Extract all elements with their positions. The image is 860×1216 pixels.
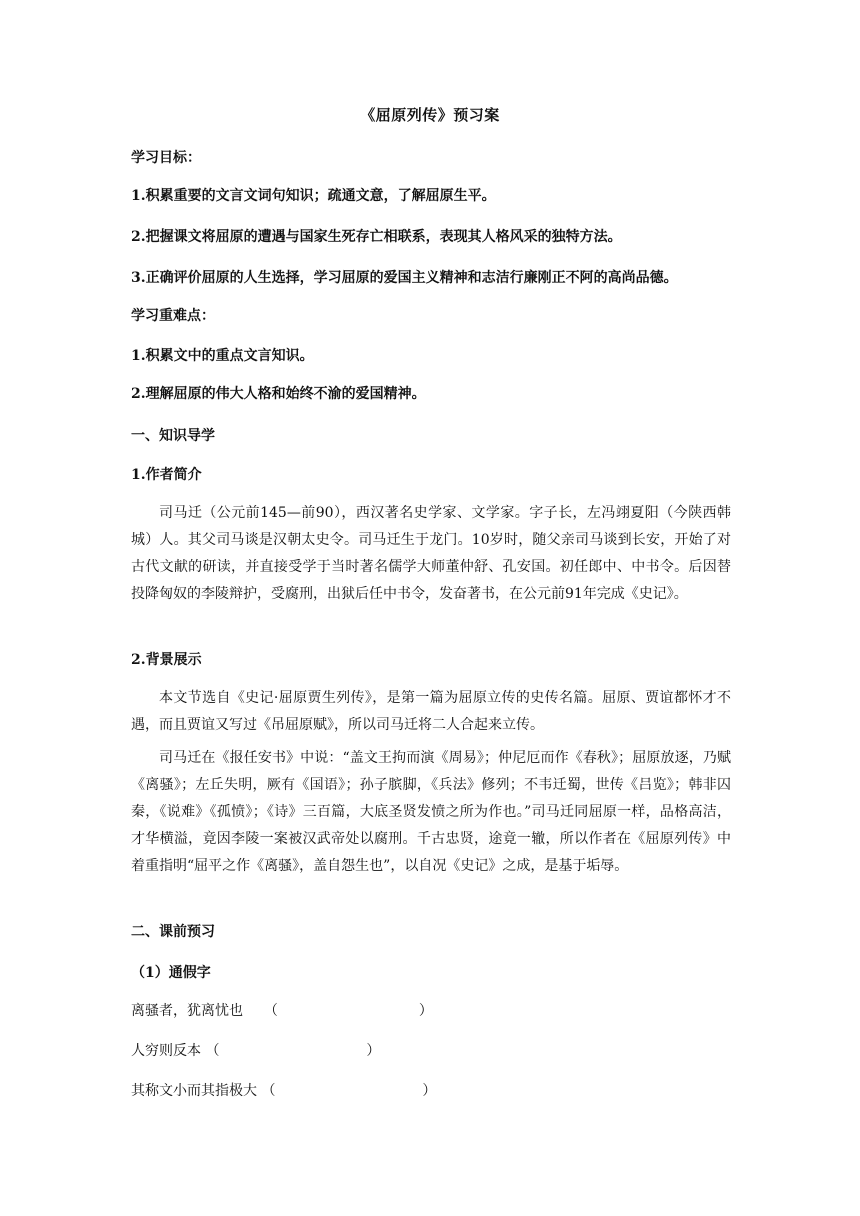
goal-item-1: 1.积累重要的文言文词句知识；疏通文意，了解屈原生平。 xyxy=(131,188,496,204)
background-text-2: 司马迁在《报任安书》中说：“盖文王拘而演《周易》；仲尼厄而作《春秋》；屈原放逐，乃赋《离骚》；左丘失明，厥有《国语》；孙子膑脚，《兵法》修列；不韦迁蜀，世传《吕览》；韩非囚秦，《说难》《孤愤》；《诗》三百篇，大底圣贤发愤之所为作也。”司马迁同屈原一样，品格高洁，才华横溢，竟因李陵一案被汉武帝处以腐刑。千古忠贤，途竟一辙，所以作者在《屈原列传》中着重指明“屈平之作《离骚》，盖自怨生也”，以自况《史记》之成，是基于垢辱。 xyxy=(131,750,731,874)
exercise-close-paren: ） xyxy=(418,1003,433,1019)
exercise-sentence: 离骚者，犹离忧也 xyxy=(131,1003,243,1019)
author-paragraph xyxy=(131,500,731,608)
key-points-heading: 学习重难点： xyxy=(131,308,215,324)
goals-heading: 学习目标： xyxy=(131,150,201,166)
key-point-item-2: 2.理解屈原的伟大人格和始终不渝的爱国精神。 xyxy=(131,386,426,402)
background-paragraph-1 xyxy=(131,685,731,739)
section-knowledge-heading: 一、知识导学 xyxy=(131,428,215,444)
exercise-close-paren: ） xyxy=(366,1043,381,1059)
key-point-item-1: 1.积累文中的重点文言知识。 xyxy=(131,348,314,364)
tongjiazi-heading: （1）通假字 xyxy=(131,965,211,981)
background-text-1: 本文节选自《史记·屈原贾生列传》，是第一篇为屈原立传的史传名篇。屈原、贾谊都怀才不遇，而且贾谊又写过《吊屈原赋》，所以司马迁将二人合起来立传。 xyxy=(131,690,731,733)
background-heading: 2.背景展示 xyxy=(131,652,202,668)
section-preview-heading: 二、课前预习 xyxy=(131,924,215,940)
exercise-open-paren: （ xyxy=(205,1043,220,1059)
exercise-sentence: 人穷则反本 xyxy=(131,1043,201,1059)
exercise-row-1 xyxy=(131,1001,731,1021)
exercise-close-paren: ） xyxy=(422,1083,437,1099)
author-text: 司马迁（公元前145—前90），西汉著名史学家、文学家。字子长，左冯翊夏阳（今陕西韩城）人。其父司马谈是汉朝太史令。司马迁生于龙门。10岁时，随父亲司马谈到长安，开始了对古代文献的研读，并直接受学于当时著名儒学大师董仲舒、孔安国。初任郎中、中书令。后因替投降匈奴的李陵辩护，受腐刑，出狱后任中书令，发奋著书，在公元前91年完成《史记》。 xyxy=(131,505,731,602)
goal-item-3: 3.正确评价屈原的人生选择，学习屈原的爱国主义精神和志洁行廉刚正不阿的高尚品德。 xyxy=(131,270,678,286)
goal-item-2: 2.把握课文将屈原的遭遇与国家生死存亡相联系，表现其人格风采的独特方法。 xyxy=(131,229,622,245)
exercise-row-3 xyxy=(131,1081,731,1101)
background-paragraph-2 xyxy=(131,745,731,880)
exercise-open-paren: （ xyxy=(263,1003,278,1019)
document-title: 《屈原列传》预习案 xyxy=(360,106,500,124)
exercise-row-2 xyxy=(131,1041,731,1061)
exercise-sentence: 其称文小而其指极大 xyxy=(131,1083,257,1099)
author-heading: 1.作者简介 xyxy=(131,467,202,483)
exercise-open-paren: （ xyxy=(261,1083,276,1099)
